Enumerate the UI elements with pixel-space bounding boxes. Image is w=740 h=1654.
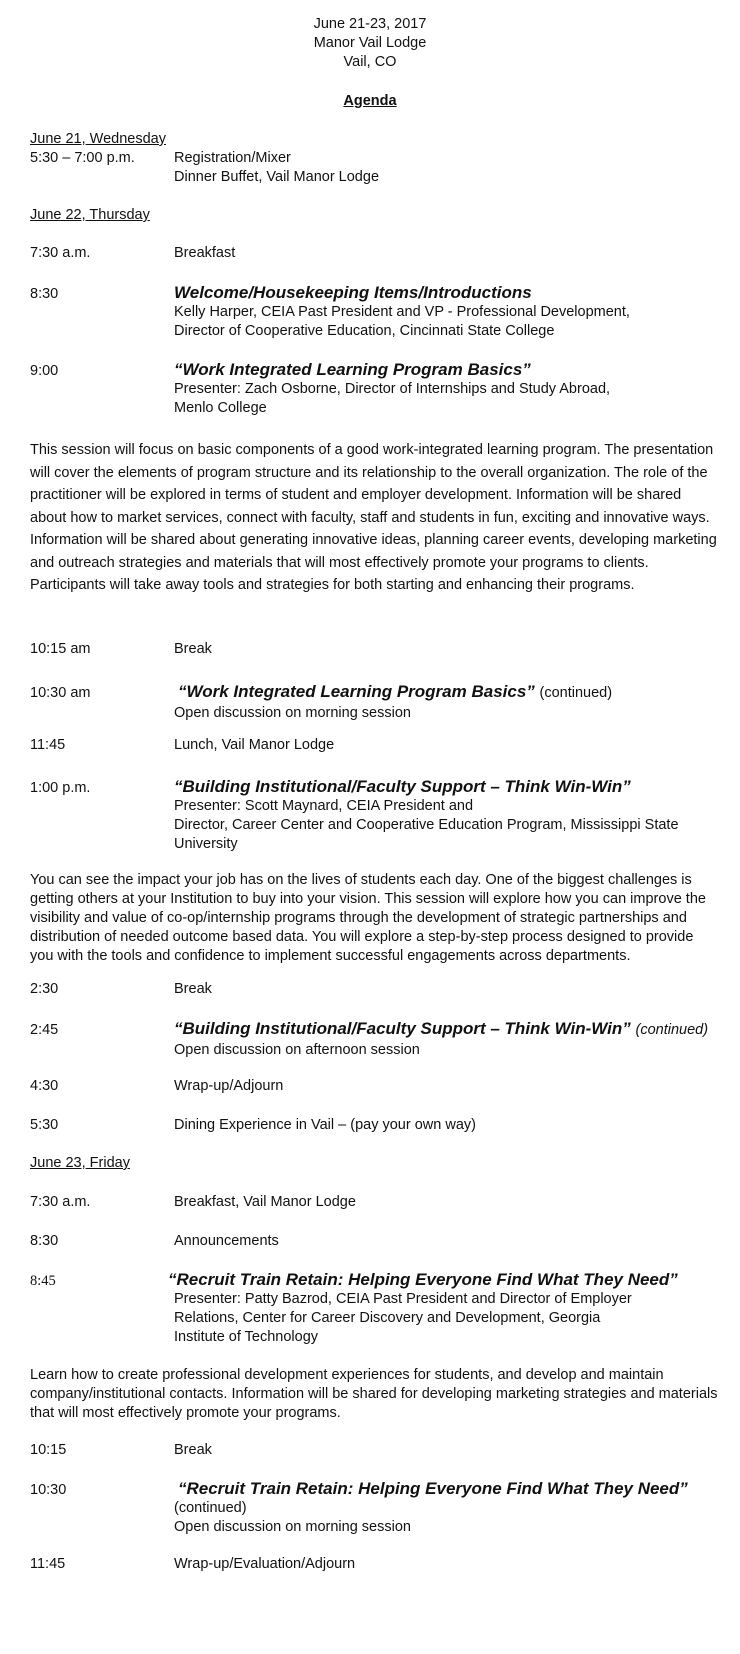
session-detail: Kelly Harper, CEIA Past President and VP - Professional Development, (174, 304, 630, 320)
session-detail: Open discussion on morning session (174, 1519, 411, 1535)
time-label: 2:45 (30, 1022, 59, 1038)
session-title: “Work Integrated Learning Program Basics” (178, 682, 535, 701)
session-title: “Recruit Train Retain: Helping Everyone Find What They Need” (168, 1270, 678, 1289)
agenda-item-announcements: Announcements (174, 1233, 279, 1249)
time-label: 11:45 (30, 737, 66, 753)
time-label: 7:30 a.m. (30, 245, 91, 261)
session-detail: Open discussion on afternoon session (174, 1042, 420, 1058)
time-label: 2:30 (30, 981, 59, 997)
agenda-item-final-wrap-up: Wrap-up/Evaluation/Adjourn (174, 1556, 356, 1572)
time-label: 10:30 am (30, 685, 91, 701)
time-label: 10:15 am (30, 641, 91, 657)
time-label: 5:30 – 7:00 p.m. (30, 150, 135, 166)
item-text: Registration/Mixer (174, 150, 291, 166)
day-heading-june-23: June 23, Friday (30, 1155, 130, 1171)
agenda-item-break: Break (174, 641, 212, 657)
agenda-item-welcome (174, 282, 714, 341)
item-text: Dinner Buffet, Vail Manor Lodge (174, 169, 380, 185)
session-title: “Work Integrated Learning Program Basics” (174, 360, 531, 379)
time-label: 4:30 (30, 1078, 59, 1094)
session-detail: Presenter: Scott Maynard, CEIA President and (174, 798, 474, 814)
session-detail: Director of Cooperative Education, Cincinnati State College (174, 323, 555, 339)
agenda-item-wil-basics (174, 359, 714, 418)
agenda-item-breakfast: Breakfast, Vail Manor Lodge (174, 1194, 356, 1210)
time-label: 1:00 p.m. (30, 780, 91, 796)
session-detail: Institute of Technology (174, 1329, 319, 1345)
session-detail: Open discussion on morning session (174, 705, 411, 721)
time-label: 10:30 (30, 1482, 67, 1498)
agenda-item-recruit-train-retain-continued (174, 1478, 714, 1537)
session-description-building-support: You can see the impact your job has on the lives of students each day. One of the biggest challenges is getting others at your Institution to buy into your vision. This session will explore how you can improve the visibility and value of co-op/internship programs through the development of strategic partnerships and distribution of needed outcome based data. You will explore a step-by-step process designed to provide you with the tools and confidence to implement successful engagements across departments. (30, 872, 706, 964)
time-label: 8:30 (30, 1233, 59, 1249)
session-detail: Director, Career Center and Cooperative Education Program, Mississippi State University (174, 817, 679, 852)
session-description-recruit-train-retain: Learn how to create professional development experiences for students, and develop and maintain company/institutional contacts. Information will be shared for developing marketing strategies and materials that will most effectively promote your programs. (30, 1367, 718, 1421)
session-detail: Presenter: Patty Bazrod, CEIA Past President and Director of Employer (174, 1291, 632, 1307)
agenda-item-building-support-continued (174, 1018, 714, 1060)
time-label: 11:45 (30, 1556, 66, 1572)
session-title: “Building Institutional/Faculty Support – Think Win-Win” (174, 1019, 631, 1038)
session-title: “Recruit Train Retain: Helping Everyone Find What They Need” (178, 1479, 688, 1498)
agenda-item-wil-basics-continued (174, 681, 714, 723)
continued-label: (continued) (174, 1500, 247, 1516)
agenda-item-lunch: Lunch, Vail Manor Lodge (174, 737, 335, 753)
event-location: Vail, CO (343, 54, 397, 70)
agenda-item-building-support (174, 776, 714, 854)
session-title: “Building Institutional/Faculty Support – Think Win-Win” (174, 777, 631, 796)
session-detail: Menlo College (174, 400, 267, 416)
agenda-heading: Agenda (343, 93, 397, 109)
session-description-wil: This session will focus on basic components of a good work-integrated learning program. The presentation will cover the elements of program structure and its relationship to the overall organization. The role of the practitioner will be explored in terms of student and employer development. Information will be shared about how to market services, connect with faculty, staff and students in fun, exciting and innovative ways. Information will be shared about generating innovative ideas, planning career events, developing marketing and outreach strategies and materials that will most effectively promote your programs to clients. Participants will take away tools and strategies for both starting and enhancing their programs. (30, 442, 717, 593)
time-label: 10:15 (30, 1442, 67, 1458)
agenda-item-break: Break (174, 1442, 212, 1458)
session-title: Welcome/Housekeeping Items/Introductions (174, 283, 532, 302)
continued-label: (continued) (539, 685, 613, 701)
time-label: 7:30 a.m. (30, 1194, 91, 1210)
time-label: 8:45 (30, 1273, 56, 1289)
agenda-item-registration (174, 149, 714, 187)
continued-label: (continued) (635, 1022, 709, 1038)
session-detail: Presenter: Zach Osborne, Director of Internships and Study Abroad, (174, 381, 611, 397)
agenda-item-breakfast: Breakfast (174, 245, 236, 261)
agenda-item-wrap-up: Wrap-up/Adjourn (174, 1078, 284, 1094)
agenda-item-recruit-train-retain (168, 1269, 714, 1347)
day-heading-june-21: June 21, Wednesday (30, 131, 166, 147)
agenda-item-dining: Dining Experience in Vail – (pay your own way) (174, 1117, 476, 1133)
time-label: 8:30 (30, 286, 59, 302)
agenda-item-break: Break (174, 981, 212, 997)
time-label: 9:00 (30, 363, 59, 379)
session-detail: Relations, Center for Career Discovery and Development, Georgia (174, 1310, 601, 1326)
time-label: 5:30 (30, 1117, 59, 1133)
day-heading-june-22: June 22, Thursday (30, 207, 150, 223)
event-dates: June 21-23, 2017 (313, 16, 427, 32)
event-venue: Manor Vail Lodge (313, 35, 427, 51)
